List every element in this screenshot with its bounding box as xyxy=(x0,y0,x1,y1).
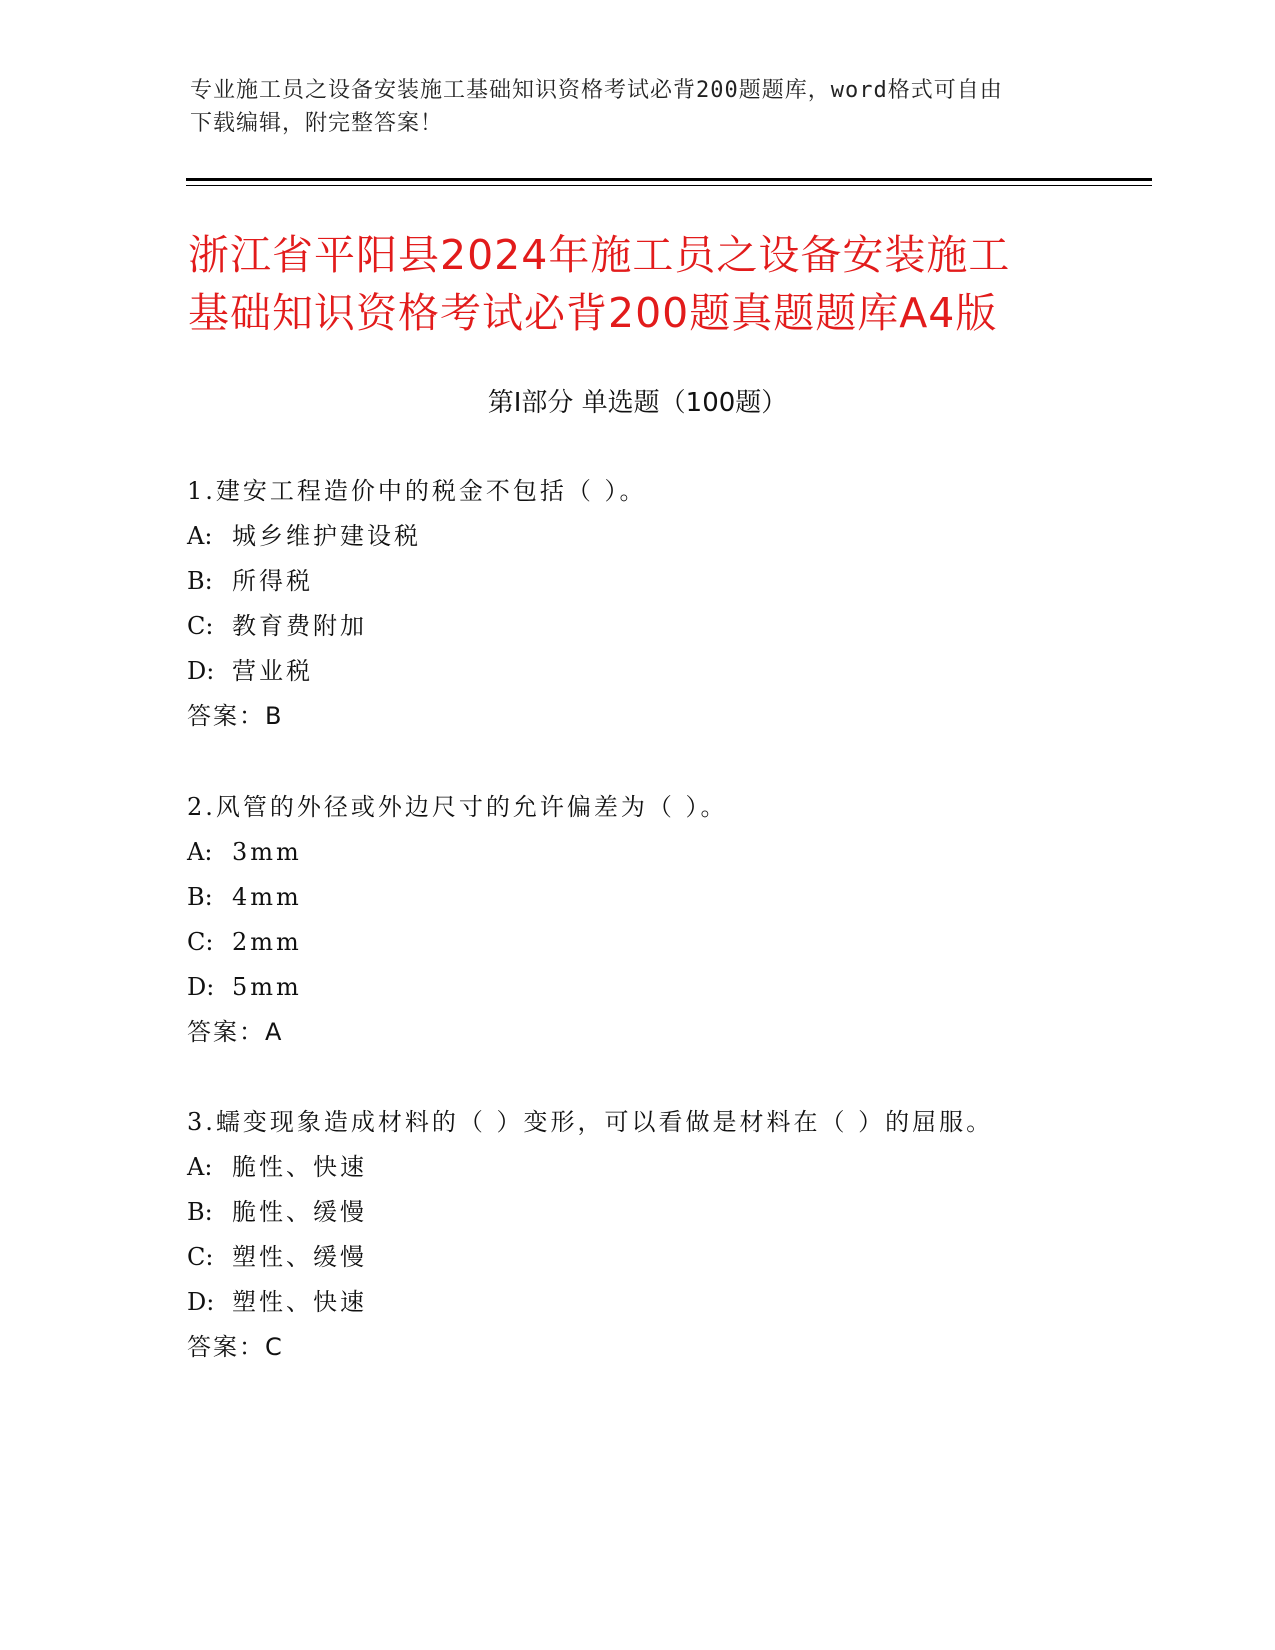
document-title xyxy=(188,226,1148,342)
header-divider-thin xyxy=(186,185,1152,186)
option-d xyxy=(187,972,1147,1017)
section-heading: 第Ⅰ部分 单选题（100题） xyxy=(487,388,788,418)
option-label: C: xyxy=(187,612,214,640)
option-label: B: xyxy=(187,883,213,911)
option-text: 所得税 xyxy=(232,567,313,595)
option-text: 2mm xyxy=(232,928,302,956)
option-text: 脆性、快速 xyxy=(232,1153,367,1181)
option-text: 5mm xyxy=(232,973,302,1001)
header-note-line-2: 下载编辑，附完整答案！ xyxy=(190,111,444,136)
option-label: C: xyxy=(187,1243,214,1271)
option-label: D: xyxy=(187,657,215,685)
option-label: B: xyxy=(187,1198,213,1226)
option-c xyxy=(187,611,1147,656)
option-text: 4mm xyxy=(232,883,302,911)
option-d xyxy=(187,1287,1147,1332)
document-title-line-2: 基础知识资格考试必背200题真题题库A4版 xyxy=(188,289,998,337)
option-c xyxy=(187,1242,1147,1287)
question-stem: 3.蠕变现象造成材料的（ ）变形，可以看做是材料在（ ）的屈服。 xyxy=(187,1108,994,1136)
question-2 xyxy=(187,792,1147,1062)
option-text: 塑性、缓慢 xyxy=(232,1243,367,1271)
option-text: 塑性、快速 xyxy=(232,1288,367,1316)
option-text: 3mm xyxy=(232,838,302,866)
option-label: D: xyxy=(187,973,215,1001)
question-stem: 2.风管的外径或外边尺寸的允许偏差为（ ）。 xyxy=(187,793,728,821)
question-3 xyxy=(187,1107,1147,1377)
option-label: A: xyxy=(187,1153,213,1181)
option-a xyxy=(187,837,1147,882)
header-divider-thick xyxy=(186,178,1152,181)
option-label: D: xyxy=(187,1288,215,1316)
option-b xyxy=(187,1197,1147,1242)
document-title-line-1: 浙江省平阳县2024年施工员之设备安装施工 xyxy=(188,231,1011,279)
header-note xyxy=(190,74,1090,140)
option-text: 教育费附加 xyxy=(232,612,367,640)
header-note-line-1: 专业施工员之设备安装施工基础知识资格考试必背200题题库，word格式可自由 xyxy=(190,78,1003,103)
option-text: 营业税 xyxy=(232,657,313,685)
answer: 答案：B xyxy=(187,702,284,730)
question-stem: 1.建安工程造价中的税金不包括（ ）。 xyxy=(187,477,647,505)
answer: 答案：A xyxy=(187,1018,284,1046)
option-a xyxy=(187,521,1147,566)
option-d xyxy=(187,656,1147,701)
option-label: B: xyxy=(187,567,213,595)
option-b xyxy=(187,566,1147,611)
option-text: 城乡维护建设税 xyxy=(232,522,421,550)
option-c xyxy=(187,927,1147,972)
option-a xyxy=(187,1152,1147,1197)
question-1 xyxy=(187,476,1147,746)
option-label: A: xyxy=(187,838,213,866)
answer: 答案：C xyxy=(187,1333,284,1361)
option-label: A: xyxy=(187,522,213,550)
option-label: C: xyxy=(187,928,214,956)
option-text: 脆性、缓慢 xyxy=(232,1198,367,1226)
option-b xyxy=(187,882,1147,927)
